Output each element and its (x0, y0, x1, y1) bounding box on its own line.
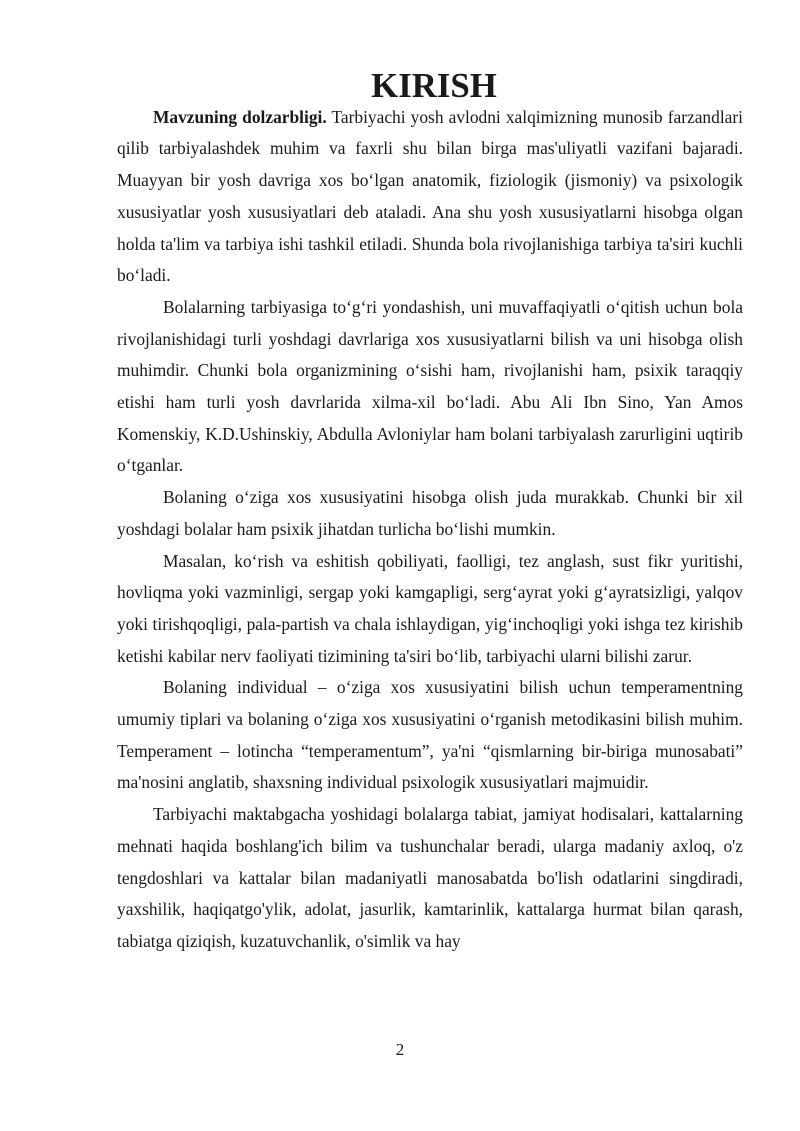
paragraph: Bolaning individual – o‘ziga xos xususiyatini bilish uchun temperamentning umumiy tiplari va bolaning o‘ziga xos xususiyatini o‘rganish metodikasini bilish muhim. Temperament – lotincha “temperamentum”, ya'ni “qismlarning bir-biriga munosabati” ma'nosini anglatib, shaxsning individual psixologik xususiyatlari majmuidir. (117, 677, 743, 793)
paragraph-relevance (117, 102, 743, 292)
section-title: KIRISH (371, 66, 497, 105)
paragraph: Tarbiyachi maktabgacha yoshidagi bolalarga tabiat, jamiyat hodisalari, kattalarning mehnati haqida boshlang'ich bilim va tushunchalar beradi, ularga madaniy axloq, o'z tengdoshlari va kattalar bilan madaniyatli manosabatda bo'lish odatlarini singdiradi, yaxshilik, haqiqatgo'ylik, adolat, jasurlik, kamtarinlik, kattalarga hurmat bilan qarash, tabiatga qiziqish, kuzatuvchanlik, o'simlik va hay (117, 804, 743, 951)
paragraph-lead: Mavzuning dolzarbligi. (153, 106, 327, 127)
paragraph-text: Tarbiyachi yosh avlodni xalqimizning munosib farzandlari qilib tarbiyalashdek muhim va faxrli shu bilan birga mas'uliyatli vazifani bajaradi. Muayyan bir yosh davriga xos bo‘lgan anatomik, fiziologik (jismoniy) va psixologik xususiyatlar yosh xususiyatlari deb ataladi. Ana shu yosh xususiyatlarni hisobga olgan holda ta'lim va tarbiya ishi tashkil etiladi. Shunda bola rivojlanishiga tarbiya ta'siri kuchli bo‘ladi. (117, 106, 743, 286)
document-page (117, 66, 743, 958)
paragraph: Bolaning o‘ziga xos xususiyatini hisobga olish juda murakkab. Chunki bir xil yoshdagi bolalar ham psixik jihatdan turlicha bo‘lishi mumkin. (117, 487, 743, 539)
paragraph: Bolalarning tarbiyasiga to‘g‘ri yondashish, uni muvaffaqiyatli o‘qitish uchun bola rivojlanishidagi turli yoshdagi davrlariga xos xususiyatlarni bilish va uni hisobga olish muhimdir. Chunki bola organizmining o‘sishi ham, rivojlanishi ham, psixik taraqqiy etishi ham turli yosh davrlarida xilma-xil bo‘ladi. Abu Ali Ibn Sino, Yan Amos Komenskiy, K.D.Ushinskiy, Abdulla Avloniylar ham bolani tarbiyalash zarurligini uqtirib o‘tganlar. (117, 296, 743, 476)
paragraph: Masalan, ko‘rish va eshitish qobiliyati, faolligi, tez anglash, sust fikr yuritishi, hovliqma yoki vazminligi, sergap yoki kamgapligi, serg‘ayrat yoki g‘ayratsizligi, yalqov yoki tirishqoqligi, pala-partish va chala ishlaydigan, yig‘inchoqligi yoki ishga tez kirishib ketishi kabilar nerv faoliyati tizimining ta'siri bo‘lib, tarbiyachi ularni bilishi zarur. (117, 550, 743, 666)
page-number: 2 (395, 1040, 405, 1059)
